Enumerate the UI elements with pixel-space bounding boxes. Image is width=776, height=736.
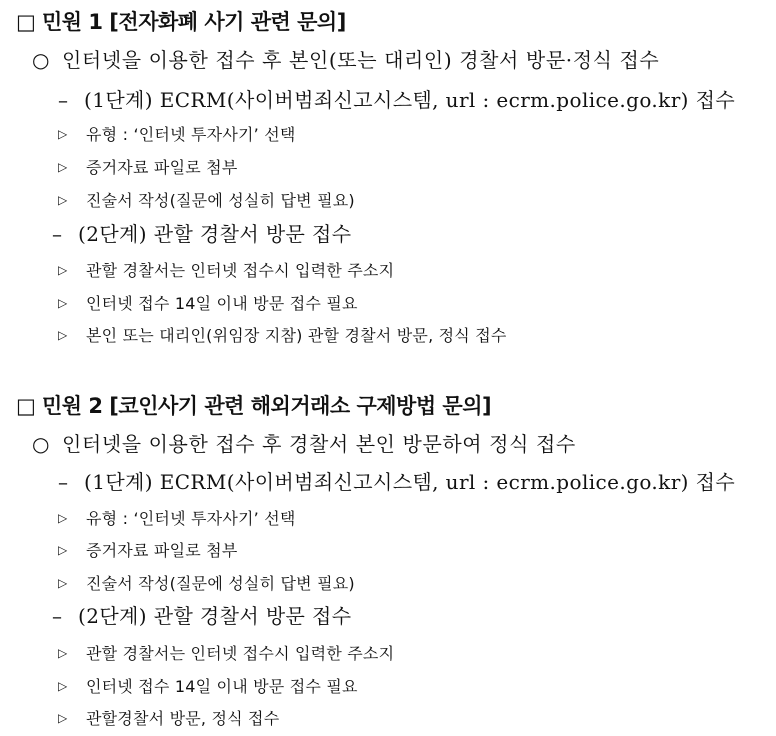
section-2-main-point xyxy=(32,428,576,457)
triangle-bullet-icon: ▷ xyxy=(58,576,68,590)
section-title: 민원 1 [전자화폐 사기 관련 문의] xyxy=(42,10,346,34)
main-point-text: 인터넷을 이용한 접수 후 경찰서 본인 방문하여 정식 접수 xyxy=(62,432,576,456)
dash-bullet-icon: – xyxy=(58,470,69,494)
list-item: ▷ 본인 또는 대리인(위임장 지참) 관할 경찰서 방문, 정식 접수 xyxy=(58,326,507,345)
circle-bullet-icon: ○ xyxy=(32,48,51,72)
triangle-bullet-icon: ▷ xyxy=(58,646,68,660)
dash-bullet-icon: – xyxy=(58,88,69,112)
list-item: ▷ 인터넷 접수 14일 이내 방문 접수 필요 xyxy=(58,677,358,696)
list-item: ▷ 증거자료 파일로 첨부 xyxy=(58,158,238,177)
triangle-bullet-icon: ▷ xyxy=(58,543,68,557)
list-item: ▷ 인터넷 접수 14일 이내 방문 접수 필요 xyxy=(58,294,358,313)
list-item: ▷ 관할경찰서 방문, 정식 접수 xyxy=(58,709,280,728)
triangle-bullet-icon: ▷ xyxy=(58,263,68,277)
triangle-bullet-icon: ▷ xyxy=(58,711,68,725)
checkbox-square-icon: □ xyxy=(16,10,36,34)
step-text: (2단계) 관할 경찰서 방문 접수 xyxy=(78,222,352,246)
section-2-heading xyxy=(16,390,491,420)
triangle-bullet-icon: ▷ xyxy=(58,328,68,342)
triangle-bullet-icon: ▷ xyxy=(58,160,68,174)
list-item: ▷ 관할 경찰서는 인터넷 접수시 입력한 주소지 xyxy=(58,644,395,663)
list-item: ▷ 유형 : ‘인터넷 투자사기’ 선택 xyxy=(58,125,296,144)
triangle-bullet-icon: ▷ xyxy=(58,679,68,693)
section-1-step-1 xyxy=(58,84,735,113)
list-item: ▷ 유형 : ‘인터넷 투자사기’ 선택 xyxy=(58,509,296,528)
circle-bullet-icon: ○ xyxy=(32,432,51,456)
section-title: 민원 2 [코인사기 관련 해외거래소 구제방법 문의] xyxy=(42,394,492,418)
section-2-step-2 xyxy=(52,600,351,629)
section-1-step-2 xyxy=(52,218,351,247)
checkbox-square-icon: □ xyxy=(16,394,36,418)
section-1-heading xyxy=(16,6,346,36)
step-text: (2단계) 관할 경찰서 방문 접수 xyxy=(78,604,352,628)
dash-bullet-icon: – xyxy=(52,222,63,246)
triangle-bullet-icon: ▷ xyxy=(58,296,68,310)
dash-bullet-icon: – xyxy=(52,604,63,628)
triangle-bullet-icon: ▷ xyxy=(58,127,68,141)
triangle-bullet-icon: ▷ xyxy=(58,511,68,525)
triangle-bullet-icon: ▷ xyxy=(58,193,68,207)
list-item: ▷ 증거자료 파일로 첨부 xyxy=(58,541,238,560)
main-point-text: 인터넷을 이용한 접수 후 본인(또는 대리인) 경찰서 방문·정식 접수 xyxy=(62,48,660,72)
step-text: (1단계) ECRM(사이버범죄신고시스템, url : ecrm.police.go.kr) 접수 xyxy=(84,470,736,494)
list-item: ▷ 관할 경찰서는 인터넷 접수시 입력한 주소지 xyxy=(58,261,395,280)
list-item: ▷ 진술서 작성(질문에 성실히 답변 필요) xyxy=(58,191,355,210)
section-2-step-1 xyxy=(58,466,735,495)
section-1-main-point xyxy=(32,44,659,73)
list-item: ▷ 진술서 작성(질문에 성실히 답변 필요) xyxy=(58,574,355,593)
step-text: (1단계) ECRM(사이버범죄신고시스템, url : ecrm.police.go.kr) 접수 xyxy=(84,88,736,112)
